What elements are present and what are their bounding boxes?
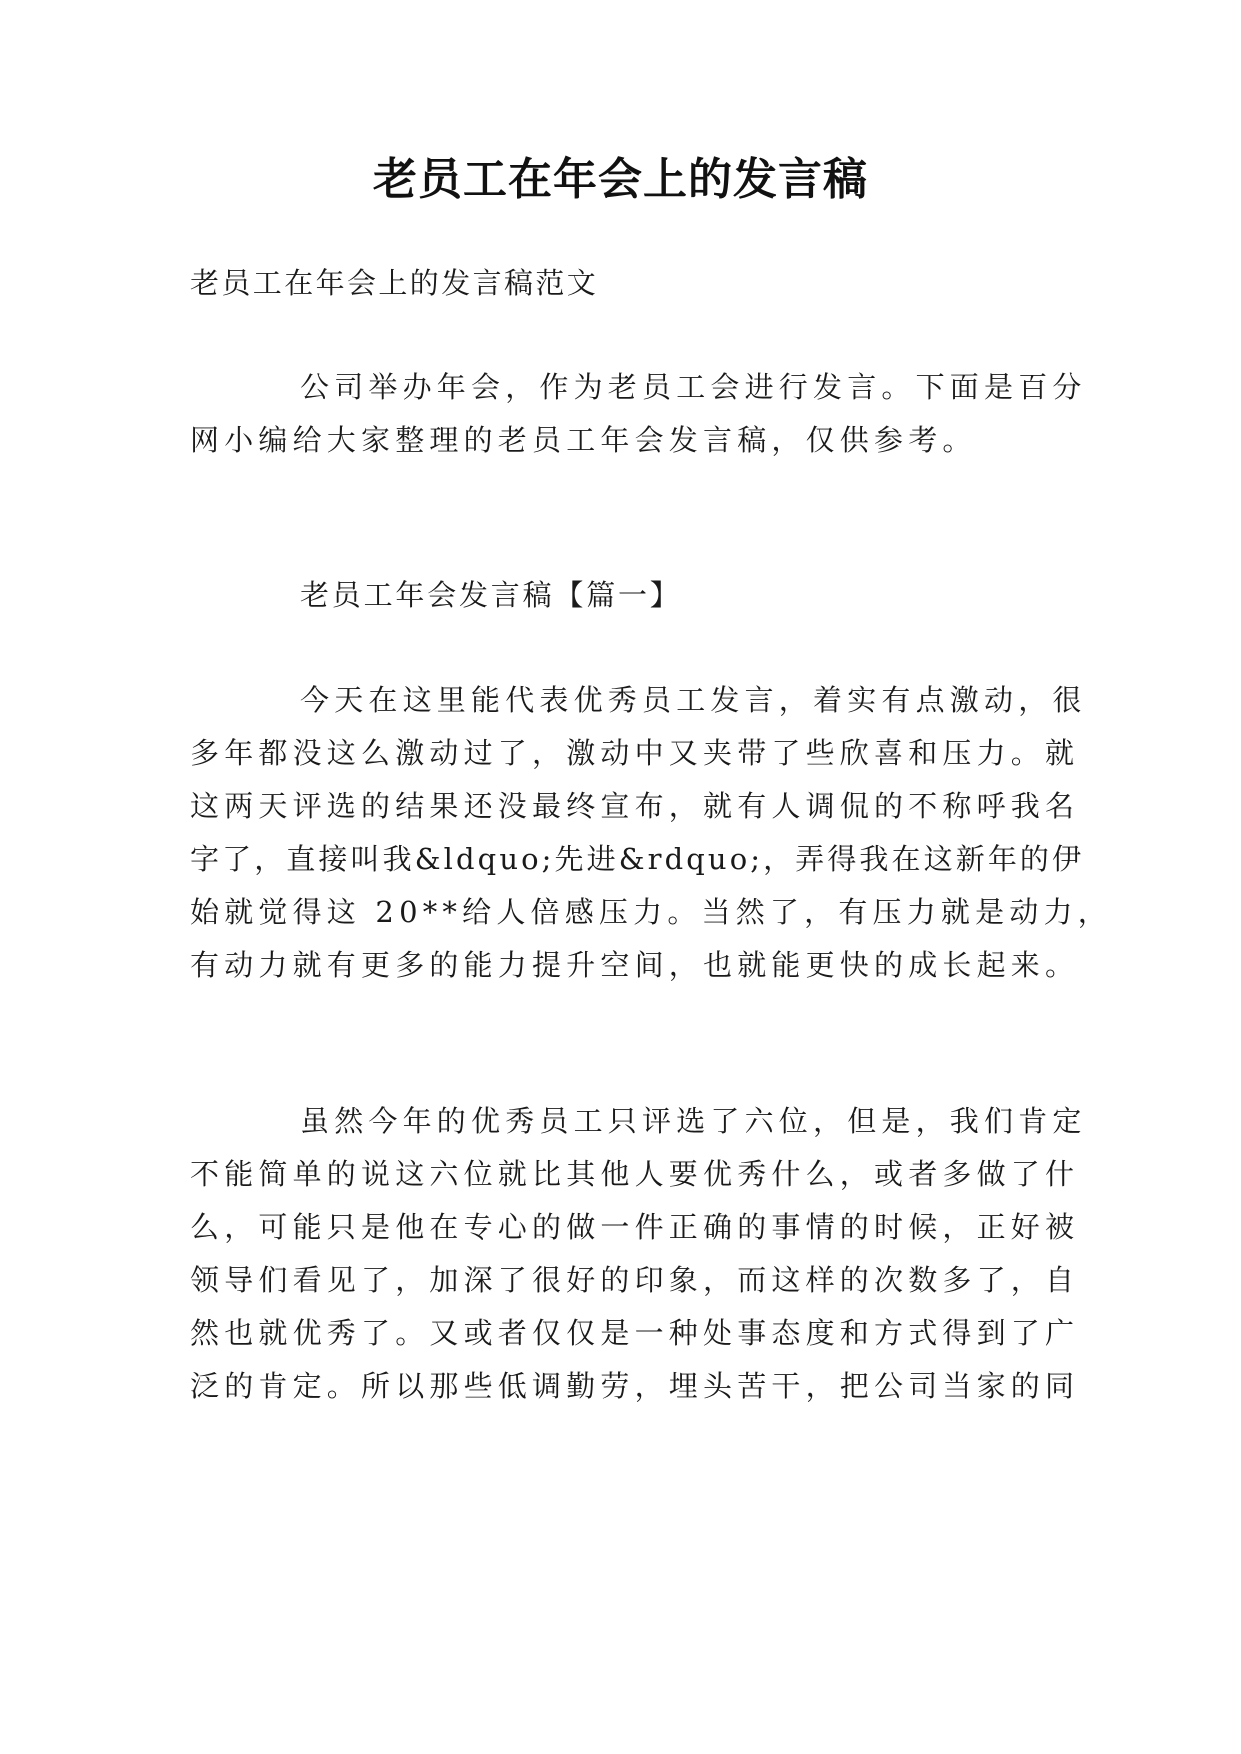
paragraph-line: 泛的肯定。所以那些低调勤劳，埋头苦干，把公司当家的同	[190, 1369, 1080, 1403]
intro-line: 公司举办年会，作为老员工会进行发言。下面是百分	[300, 370, 1087, 404]
section-heading: 老员工年会发言稿【篇一】	[300, 578, 682, 612]
paragraph-line: 这两天评选的结果还没最终宣布，就有人调侃的不称呼我名	[190, 789, 1080, 823]
document-title: 老员工在年会上的发言稿	[373, 154, 868, 205]
paragraph-line: 字了，直接叫我&ldquo;先进&rdquo;，弄得我在这新年的伊	[190, 842, 1085, 876]
paragraph-line: 然也就优秀了。又或者仅仅是一种处事态度和方式得到了广	[190, 1316, 1080, 1350]
paragraph-line: 不能简单的说这六位就比其他人要优秀什么，或者多做了什	[190, 1157, 1080, 1191]
paragraph-line: 今天在这里能代表优秀员工发言，着实有点激动，很	[300, 683, 1087, 717]
paragraph-line: 始就觉得这 20**给人倍感压力。当然了，有压力就是动力，	[190, 895, 1112, 929]
paragraph-line: 多年都没这么激动过了，激动中又夹带了些欣喜和压力。就	[190, 736, 1080, 770]
paragraph-line: 领导们看见了，加深了很好的印象，而这样的次数多了，自	[190, 1263, 1080, 1297]
paragraph-line: 有动力就有更多的能力提升空间，也就能更快的成长起来。	[190, 948, 1080, 982]
document-subtitle: 老员工在年会上的发言稿范文	[190, 266, 599, 300]
paragraph-line: 虽然今年的优秀员工只评选了六位，但是，我们肯定	[300, 1104, 1087, 1138]
paragraph-line: 么，可能只是他在专心的做一件正确的事情的时候，正好被	[190, 1210, 1080, 1244]
intro-line: 网小编给大家整理的老员工年会发言稿，仅供参考。	[190, 423, 977, 457]
